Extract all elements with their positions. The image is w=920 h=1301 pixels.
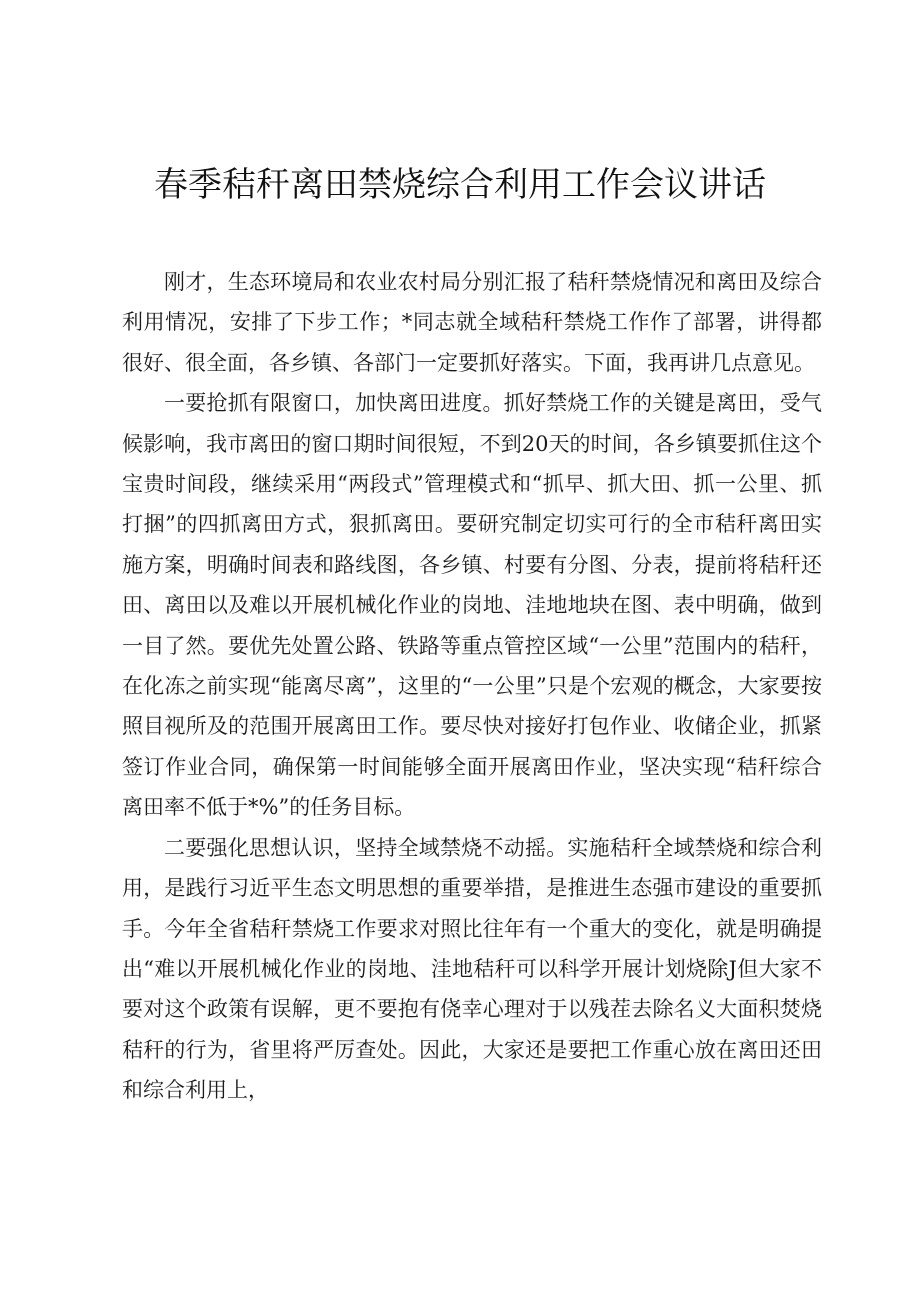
paragraph-intro: 刚才，生态环境局和农业农村局分别汇报了秸秆禁烧情况和离田及综合利用情况，安排了下步工作；*同志就全域秸秆禁烧工作作了部署，讲得都很好、很全面，各乡镇、各部门一定要抓好落实。下面，我再讲几点意见。 — [122, 270, 822, 375]
paragraph-point-two: 二要强化思想认识，坚持全域禁烧不动摇。实施秸秆全域禁烧和综合利用，是践行习近平生态文明思想的重要举措，是推进生态强市建设的重要抓手。今年全省秸秆禁烧工作要求对照比往年有一个重大的变化，就是明确提出“难以开展机械化作业的岗地、洼地秸秆可以科学开展计划烧除J但大家不要对这个政策有误解，更不要抱有侥幸心理对于以残茬去除名义大面积焚烧秸秆的行为，省里将严厉查处。因此，大家还是要把工作重心放在离田还田和综合利用上， — [122, 835, 822, 1103]
paragraph-point-one: 一要抢抓有限窗口，加快离田进度。抓好禁烧工作的关键是离田，受气候影响，我市离田的窗口期时间很短，不到20天的时间，各乡镇要抓住这个宝贵时间段，继续采用“两段式”管理模式和“抓早、抓大田、抓一公里、抓打捆”的四抓离田方式，狠抓离田。要研究制定切实可行的全市秸秆离田实施方案，明确时间表和路线图，各乡镇、村要有分图、分表，提前将秸秆还田、离田以及难以开展机械化作业的岗地、洼地地块在图、表中明确，做到一目了然。要优先处置公路、铁路等重点管控区域“一公里”范围内的秸秆，在化冻之前实现“能离尽离”，这里的“一公里”只是个宏观的概念，大家要按照目视所及的范围开展离田工作。要尽快对接好打包作业、收储企业，抓紧签订作业合同，确保第一时间能够全面开展离田作业，坚决实现“秸秆综合离田率不低于*%”的任务目标。 — [122, 391, 822, 820]
document-body — [122, 262, 822, 1111]
document-title: 春季秸秆离田禁烧综合利用工作会议讲话 — [154, 165, 766, 205]
